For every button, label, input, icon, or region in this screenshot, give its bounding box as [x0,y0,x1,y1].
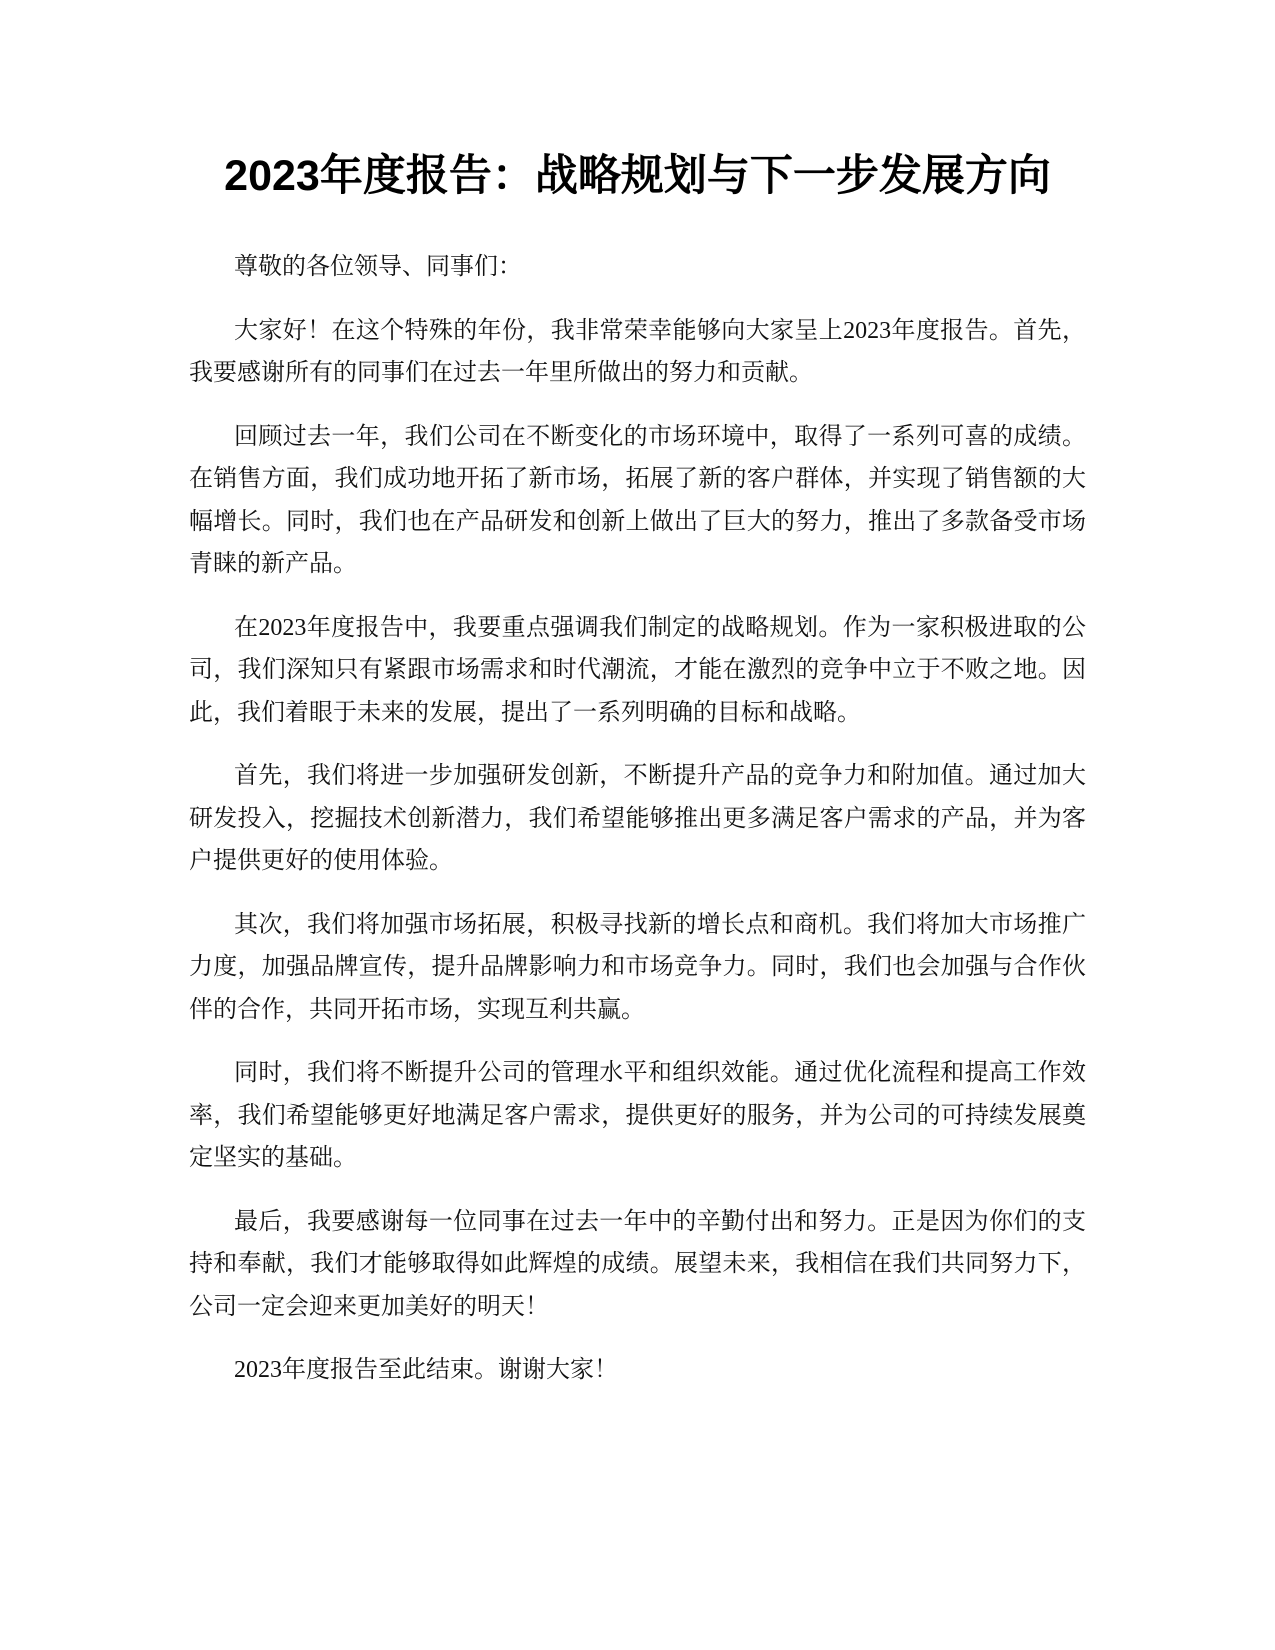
paragraph-thanks: 最后，我要感谢每一位同事在过去一年中的辛勤付出和努力。正是因为你们的支持和奉献，我们才能够取得如此辉煌的成绩。展望未来，我相信在我们共同努力下，公司一定会迎来更加美好的明天！ [189,1208,1086,1320]
paragraph-strategy: 在2023年度报告中，我要重点强调我们制定的战略规划。作为一家积极进取的公司，我们深知只有紧跟市场需求和时代潮流，才能在激烈的竞争中立于不败之地。因此，我们着眼于未来的发展，提出了一系列明确的目标和战略。 [189,614,1086,726]
paragraph-review: 回顾过去一年，我们公司在不断变化的市场环境中，取得了一系列可喜的成绩。在销售方面，我们成功地开拓了新市场，拓展了新的客户群体，并实现了销售额的大幅增长。同时，我们也在产品研发和创新上做出了巨大的努力，推出了多款备受市场青睐的新产品。 [189,423,1086,577]
paragraph-salutation: 尊敬的各位领导、同事们： [234,254,522,280]
paragraph-closing: 2023年度报告至此结束。谢谢大家！ [234,1357,618,1383]
paragraph-management: 同时，我们将不断提升公司的管理水平和组织效能。通过优化流程和提高工作效率，我们希望能够更好地满足客户需求，提供更好的服务，并为公司的可持续发展奠定坚实的基础。 [189,1060,1086,1171]
paragraph-market: 其次，我们将加强市场拓展，积极寻找新的增长点和商机。我们将加大市场推广力度，加强品牌宣传，提升品牌影响力和市场竞争力。同时，我们也会加强与合作伙伴的合作，共同开拓市场，实现互利共赢。 [189,911,1086,1023]
paragraph-greeting: 大家好！在这个特殊的年份，我非常荣幸能够向大家呈上2023年度报告。首先，我要感谢所有的同事们在过去一年里所做出的努力和贡献。 [189,317,1086,386]
document-title: 2023年度报告：战略规划与下一步发展方向 [224,152,1051,200]
paragraph-rnd: 首先，我们将进一步加强研发创新，不断提升产品的竞争力和附加值。通过加大研发投入，挖掘技术创新潜力，我们希望能够推出更多满足客户需求的产品，并为客户提供更好的使用体验。 [189,763,1086,874]
document-body [189,246,1086,1413]
